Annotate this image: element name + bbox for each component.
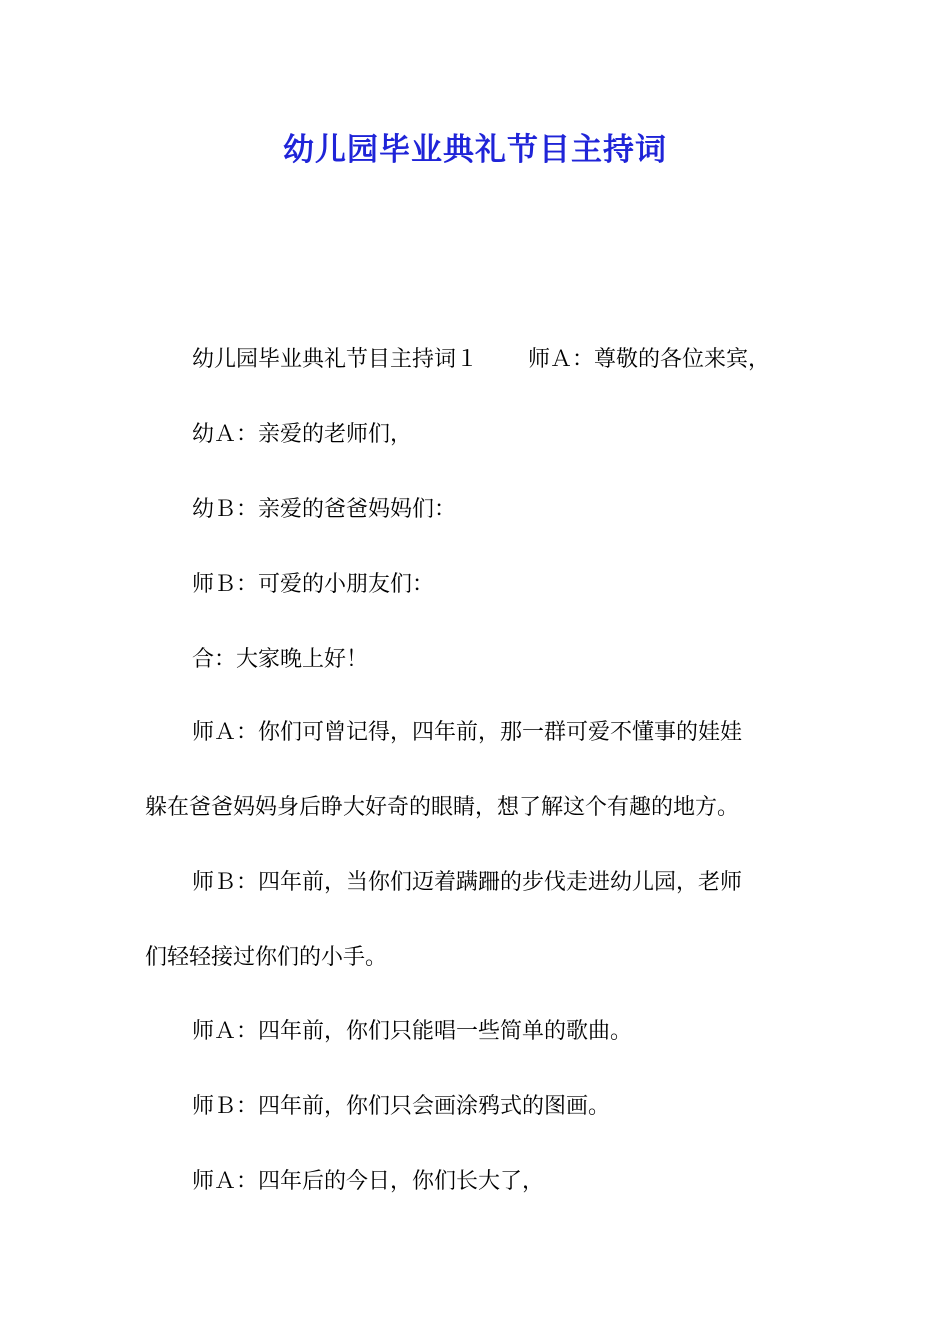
document-title: 幼儿园毕业典礼节目主持词 bbox=[283, 132, 667, 168]
paragraph-line-8: 师Ｂ：四年前，当你们迈着蹒跚的步伐走进幼儿园，老师 bbox=[192, 870, 743, 895]
paragraph-line-7: 躲在爸爸妈妈身后睁大好奇的眼睛，想了解这个有趣的地方。 bbox=[145, 795, 740, 820]
paragraph-line-6: 师Ａ：你们可曾记得，四年前，那一群可爱不懂事的娃娃 bbox=[192, 720, 743, 745]
paragraph-line-9: 们轻轻接过你们的小手。 bbox=[145, 945, 388, 970]
paragraph-line-1 bbox=[192, 345, 770, 375]
paragraph-line-3: 幼Ｂ：亲爱的爸爸妈妈们： bbox=[192, 497, 457, 522]
paragraph-line-4: 师Ｂ：可爱的小朋友们： bbox=[192, 572, 435, 597]
paragraph-line-10: 师Ａ：四年前，你们只能唱一些简单的歌曲。 bbox=[192, 1019, 633, 1044]
paragraph-line-12: 师Ａ：四年后的今日，你们长大了， bbox=[192, 1169, 545, 1194]
paragraph-line-5: 合：大家晚上好！ bbox=[192, 647, 369, 672]
section-heading: 幼儿园毕业典礼节目主持词１ bbox=[192, 347, 479, 372]
paragraph-line-11: 师Ｂ：四年前，你们只会画涂鸦式的图画。 bbox=[192, 1094, 611, 1119]
dialogue-text: 师Ａ：尊敬的各位来宾， bbox=[528, 347, 771, 372]
paragraph-line-2: 幼Ａ：亲爱的老师们， bbox=[192, 422, 413, 447]
